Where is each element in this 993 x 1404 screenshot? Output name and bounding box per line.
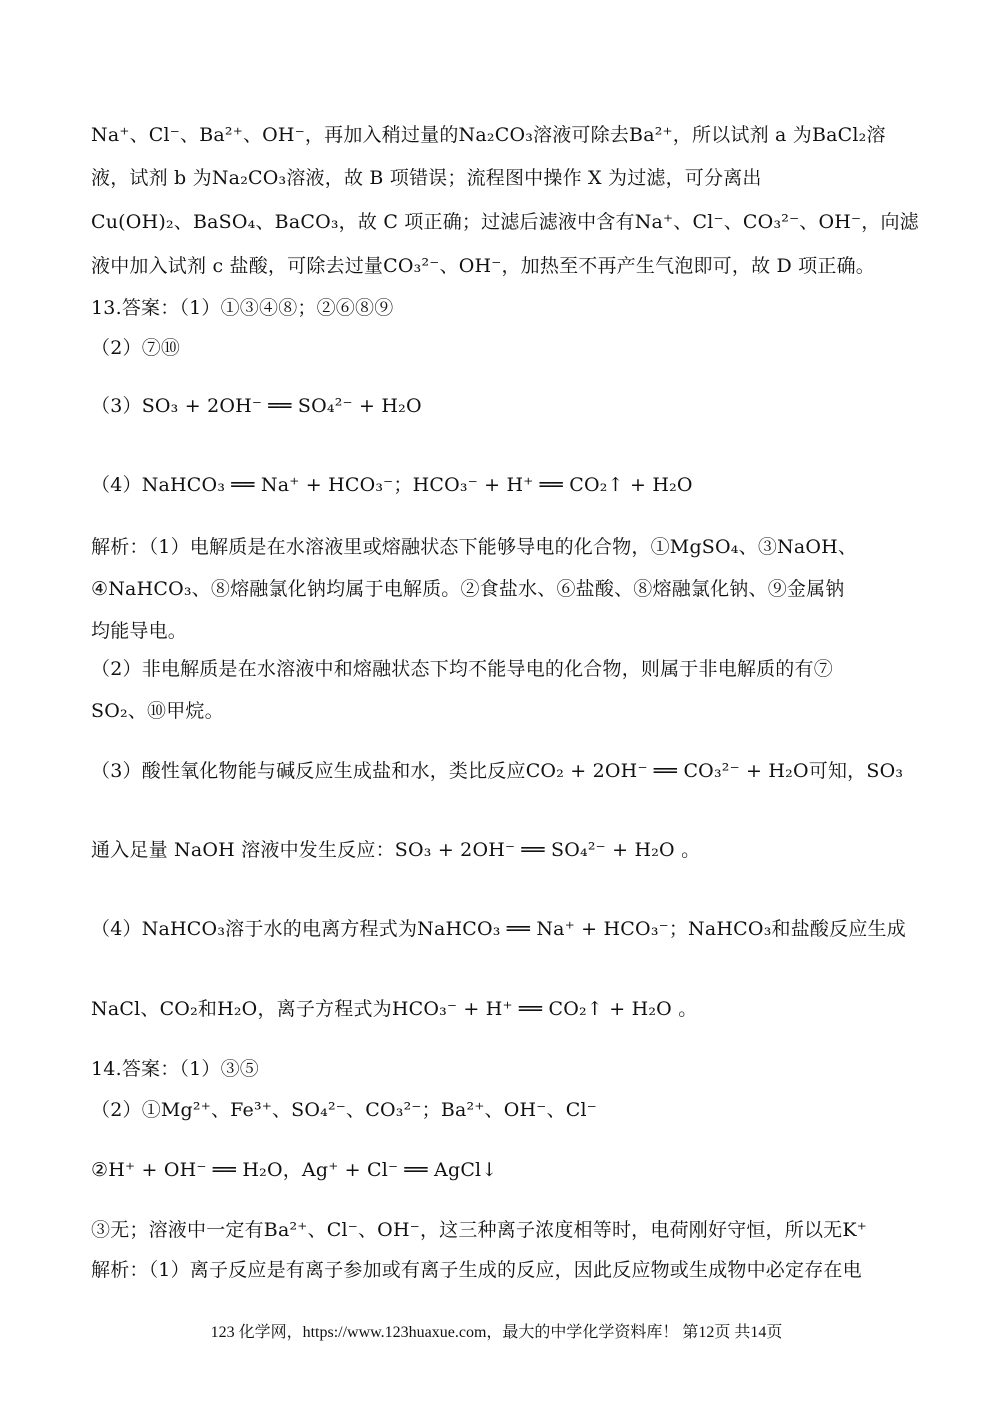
equation-line: ②H⁺ + OH⁻ ══ H₂O，Ag⁺ + Cl⁻ ══ AgCl↓: [91, 1159, 498, 1181]
text-line: （2）①Mg²⁺、Fe³⁺、SO₄²⁻、CO₃²⁻；Ba²⁺、OH⁻、Cl⁻: [91, 1099, 597, 1121]
text-line: ③无；溶液中一定有Ba²⁺、Cl⁻、OH⁻，这三种离子浓度相等时，电荷刚好守恒，所以无K⁺: [91, 1219, 867, 1241]
text-line: 通入足量 NaOH 溶液中发生反应：SO₃ + 2OH⁻ ══ SO₄²⁻ + H₂O 。: [91, 839, 701, 861]
text-line: Na⁺、Cl⁻、Ba²⁺、OH⁻，再加入稍过量的Na₂CO₃溶液可除去Ba²⁺，所以试剂 a 为BaCl₂溶: [91, 124, 886, 146]
equation-line: （3）SO₃ + 2OH⁻ ══ SO₄²⁻ + H₂O: [91, 395, 422, 417]
text-line: （4）NaHCO₃溶于水的电离方程式为NaHCO₃ ══ Na⁺ + HCO₃⁻；NaHCO₃和盐酸反应生成: [91, 918, 906, 940]
text-line: （2）⑦⑩: [91, 337, 181, 359]
text-line: 解析：（1）离子反应是有离子参加或有离子生成的反应，因此反应物或生成物中必定存在电: [91, 1259, 862, 1281]
text-line: ④NaHCO₃、⑧熔融氯化钠均属于电解质。②食盐水、⑥盐酸、⑧熔融氯化钠、⑨金属钠: [91, 578, 845, 600]
text-line: 解析：（1）电解质是在水溶液里或熔融状态下能够导电的化合物，①MgSO₄、③NaOH、: [91, 536, 858, 558]
equation-line: （4）NaHCO₃ ══ Na⁺ + HCO₃⁻；HCO₃⁻ + H⁺ ══ CO₂↑ + H₂O: [91, 474, 693, 496]
answer-heading: 14.答案：（1）③⑤: [91, 1058, 260, 1080]
text-line: 均能导电。: [91, 620, 188, 642]
page-footer: 123 化学网，https://www.123huaxue.com，最大的中学化学资料库！ 第12页 共14页: [210, 1324, 783, 1341]
text-line: NaCl、CO₂和H₂O，离子方程式为HCO₃⁻ + H⁺ ══ CO₂↑ + H₂O 。: [91, 998, 698, 1020]
text-line: SO₂、⑩甲烷。: [91, 700, 224, 722]
answer-heading: 13.答案：（1）①③④⑧；②⑥⑧⑨: [91, 297, 394, 319]
text-line: 液，试剂 b 为Na₂CO₃溶液，故 B 项错误；流程图中操作 X 为过滤，可分离出: [91, 167, 762, 189]
text-line: （3）酸性氧化物能与碱反应生成盐和水，类比反应CO₂ + 2OH⁻ ══ CO₃²⁻ + H₂O可知，SO₃: [91, 760, 904, 782]
text-line: （2）非电解质是在水溶液中和熔融状态下均不能导电的化合物，则属于非电解质的有⑦: [91, 658, 833, 680]
text-line: 液中加入试剂 c 盐酸，可除去过量CO₃²⁻、OH⁻，加热至不再产生气泡即可，故 D 项正确。: [91, 255, 875, 277]
text-line: Cu(OH)₂、BaSO₄、BaCO₃，故 C 项正确；过滤后滤液中含有Na⁺、Cl⁻、CO₃²⁻、OH⁻，向滤: [91, 211, 919, 233]
